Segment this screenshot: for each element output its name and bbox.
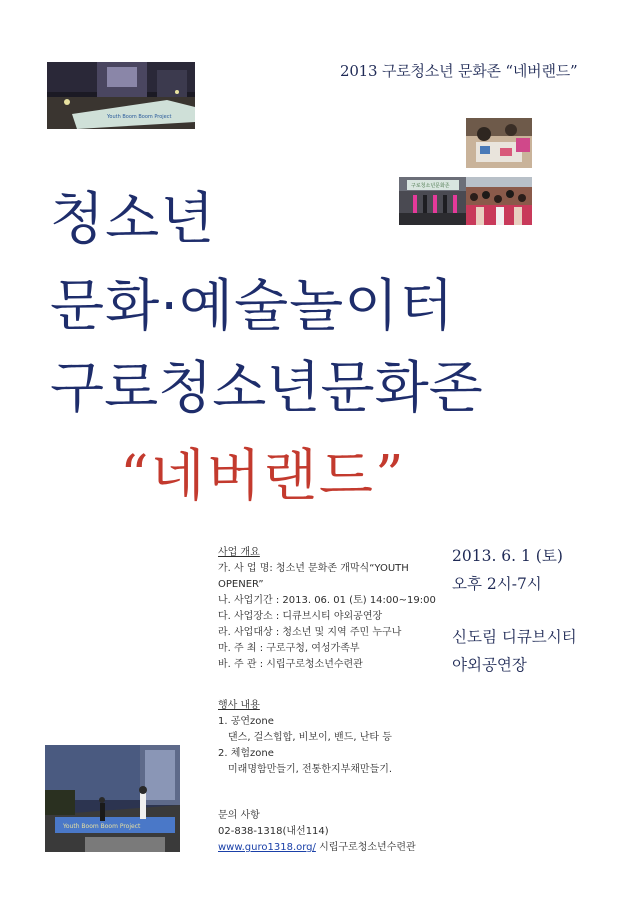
organization-name: 시립구로청소년수련관	[315, 842, 416, 853]
photo-performer-stage	[45, 745, 180, 852]
date-block	[452, 542, 563, 598]
photo-outdoor-stage-night	[47, 62, 195, 129]
dance-banner-text: 구로청소년문화존	[411, 183, 450, 189]
event-time: 오후 2시-7시	[452, 575, 542, 593]
main-title-line-2: 문화·예술놀이터	[50, 274, 455, 339]
event-series-title: 2013 구로청소년 문화존 “네버랜드”	[340, 62, 578, 80]
venue-line-1: 신도림 디큐브시티	[452, 628, 577, 646]
event-item-desc: 미래명함만들기, 전통한지부채만들기.	[228, 764, 393, 775]
event-date: 2013. 6. 1 (토)	[452, 547, 563, 565]
overview-item: 라. 사업대상 : 청소년 및 지역 주민 누구나	[218, 627, 402, 638]
event-item-title: 1. 공연zone	[218, 716, 274, 727]
event-item-desc: 댄스, 걸스힙합, 비보이, 밴드, 난타 등	[228, 732, 392, 743]
main-title-line-1: 청소년	[50, 187, 216, 252]
overview-item: 나. 사업기간 : 2013. 06. 01 (토) 14:00~19:00	[218, 595, 436, 606]
events-heading: 행사 내용	[218, 700, 260, 711]
overview-item: 가. 사 업 명: 청소년 문화존 개막식“YOUTH	[218, 563, 409, 574]
contact-website-line	[218, 840, 448, 856]
overview-item: OPENER”	[218, 579, 264, 590]
photo-dance-stage	[399, 177, 466, 225]
venue-line-2: 야외공연장	[452, 656, 527, 674]
stage-banner-text: Youth Boom Boom Project	[107, 114, 172, 120]
event-item-title: 2. 체험zone	[218, 748, 274, 759]
website-link[interactable]: www.guro1318.org/	[218, 842, 316, 853]
contact-phone: 02-838-1318(내선114)	[218, 826, 329, 837]
place-block	[452, 623, 577, 679]
overview-heading: 사업 개요	[218, 547, 260, 558]
photo-craft-activity	[466, 118, 532, 168]
overview-item: 다. 사업장소 : 디큐브시티 야외공연장	[218, 611, 383, 622]
event-name-subtitle: “네버랜드”	[120, 444, 406, 509]
performer-banner-text: Youth Boom Boom Project	[63, 823, 141, 830]
contact-section	[218, 808, 448, 856]
photo-crowd	[466, 177, 532, 225]
events-section	[218, 698, 448, 778]
overview-section	[218, 545, 448, 673]
overview-item: 바. 주 관 : 시립구로청소년수련관	[218, 659, 363, 670]
overview-item: 마. 주 최 : 구로구청, 여성가족부	[218, 643, 360, 654]
contact-heading: 문의 사항	[218, 810, 260, 821]
main-title-line-3: 구로청소년문화존	[50, 356, 483, 421]
